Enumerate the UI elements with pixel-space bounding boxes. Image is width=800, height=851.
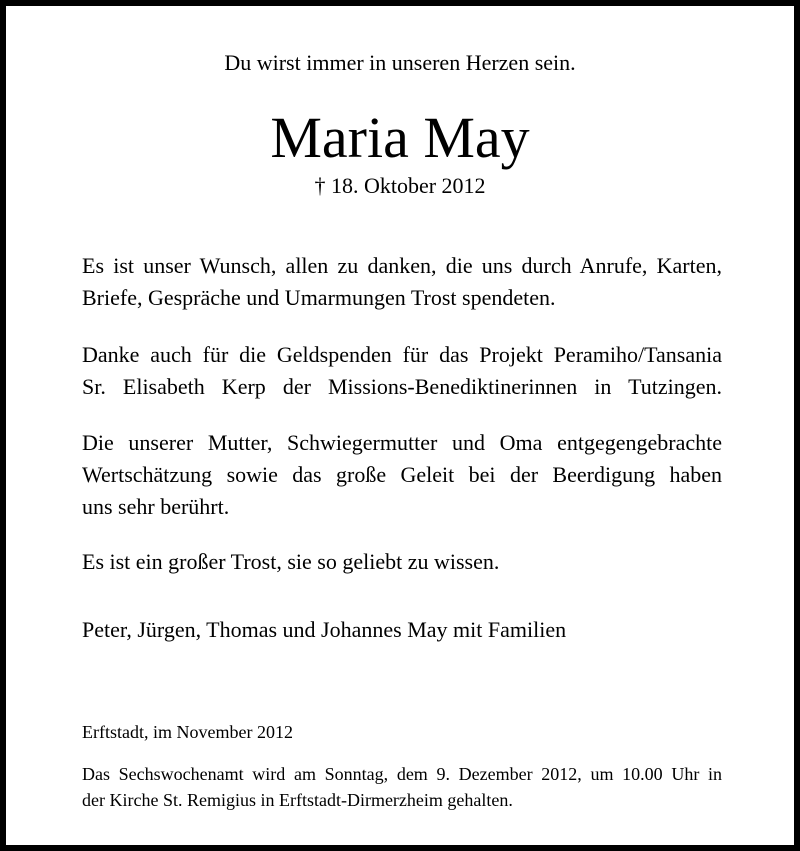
thanks-paragraph	[82, 250, 722, 314]
paragraph-line: Sr. Elisabeth Kerp der Missions-Benediktinerinnen in Tutzingen.	[82, 374, 722, 399]
service-note	[82, 761, 722, 813]
service-note-line: der Kirche St. Remigius in Erftstadt-Dirmerzheim gehalten.	[82, 790, 513, 810]
paragraph-line: Peter, Jürgen, Thomas und Johannes May mit Familien	[82, 617, 567, 642]
place-date: Erftstadt, im November 2012	[82, 722, 293, 742]
appreciation-paragraph	[82, 427, 722, 523]
comfort-paragraph	[82, 546, 722, 578]
notice-motto: Du wirst immer in unseren Herzen sein.	[224, 50, 576, 75]
family-signature	[82, 614, 722, 646]
paragraph-line: Danke auch für die Geldspenden für das Projekt Peramiho/Tansania	[82, 342, 722, 367]
paragraph-line: uns sehr berührt.	[82, 494, 230, 519]
donation-paragraph	[82, 339, 722, 403]
paragraph-line: Es ist ein großer Trost, sie so geliebt zu wissen.	[82, 549, 500, 574]
paragraph-line: Wertschätzung sowie das große Geleit bei der Beerdigung haben	[82, 462, 722, 487]
deceased-name: Maria May	[270, 105, 530, 170]
death-date: † 18. Oktober 2012	[314, 173, 486, 198]
paragraph-line: Es ist unser Wunsch, allen zu danken, die uns durch Anrufe, Karten,	[82, 253, 722, 278]
service-note-line: Das Sechswochenamt wird am Sonntag, dem 9. Dezember 2012, um 10.00 Uhr in	[82, 764, 722, 784]
paragraph-line: Briefe, Gespräche und Umarmungen Trost spendeten.	[82, 285, 556, 310]
paragraph-line: Die unserer Mutter, Schwiegermutter und Oma entgegengebrachte	[82, 430, 722, 455]
